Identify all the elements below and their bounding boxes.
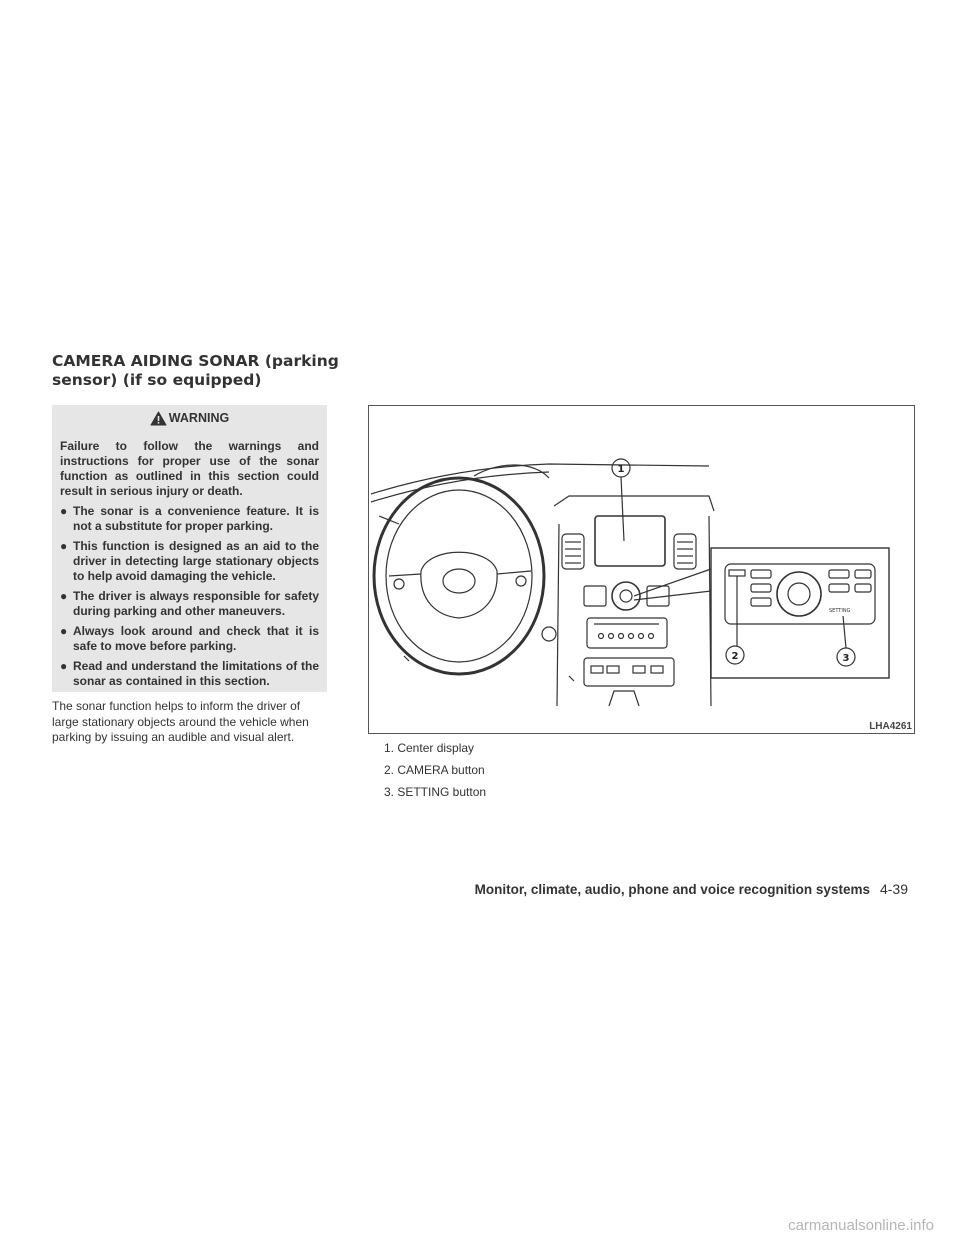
dashboard-illustration	[369, 406, 914, 733]
warning-triangle-icon	[150, 411, 167, 426]
caption-center-display: 1. Center display	[384, 741, 475, 755]
bullet-icon: ●	[60, 539, 68, 553]
footer-chapter: Monitor, climate, audio, phone and voice recognition systems	[474, 882, 870, 897]
body-paragraph: The sonar function helps to inform the driver of large stationary objects around the vehicle when parking by issuing an audible and visual alert.	[52, 699, 309, 744]
warning-item: ● The driver is always responsible for safety during parking and other maneuvers.	[60, 589, 319, 618]
caption-camera-button: 2. CAMERA button	[384, 763, 485, 777]
callout-3: 3	[842, 653, 850, 664]
watermark: carmanualsonline.info	[788, 1217, 934, 1234]
bullet-icon: ●	[60, 659, 68, 673]
warning-header	[60, 405, 319, 431]
warning-item: ● Read and understand the limitations of the sonar as contained in this section.	[60, 659, 319, 688]
section-title-line2: sensor) (if so equipped)	[52, 371, 262, 389]
warning-label: WARNING	[168, 411, 230, 425]
callout-1: 1	[617, 464, 625, 475]
warning-item: ● The sonar is a convenience feature. It is not a substitute for proper parking.	[60, 504, 319, 533]
page-number: 4-39	[879, 881, 908, 897]
warning-box	[52, 405, 327, 692]
bullet-icon: ●	[60, 504, 68, 518]
bullet-icon: ●	[60, 589, 68, 603]
figure-code: LHA4261	[869, 721, 912, 732]
section-title	[52, 352, 352, 390]
warning-intro: Failure to follow the warnings and instructions for proper use of the sonar function as outlined in this section could result in serious injury or death.	[60, 439, 319, 498]
page-footer	[475, 881, 908, 897]
caption-setting-button: 3. SETTING button	[384, 785, 487, 799]
inset-setting-label: SETTING	[829, 608, 851, 614]
section-title-line1: CAMERA AIDING SONAR (parking	[52, 352, 339, 370]
warning-item: ● This function is designed as an aid to the driver in detecting large stationary objects to help avoid damaging the vehicle.	[60, 539, 319, 583]
warning-item: ● Always look around and check that it is safe to move before parking.	[60, 624, 319, 653]
warning-list	[60, 504, 319, 689]
dashboard-figure	[368, 405, 915, 734]
callout-2: 2	[731, 651, 739, 662]
bullet-icon: ●	[60, 624, 68, 638]
figure-captions	[384, 741, 684, 807]
